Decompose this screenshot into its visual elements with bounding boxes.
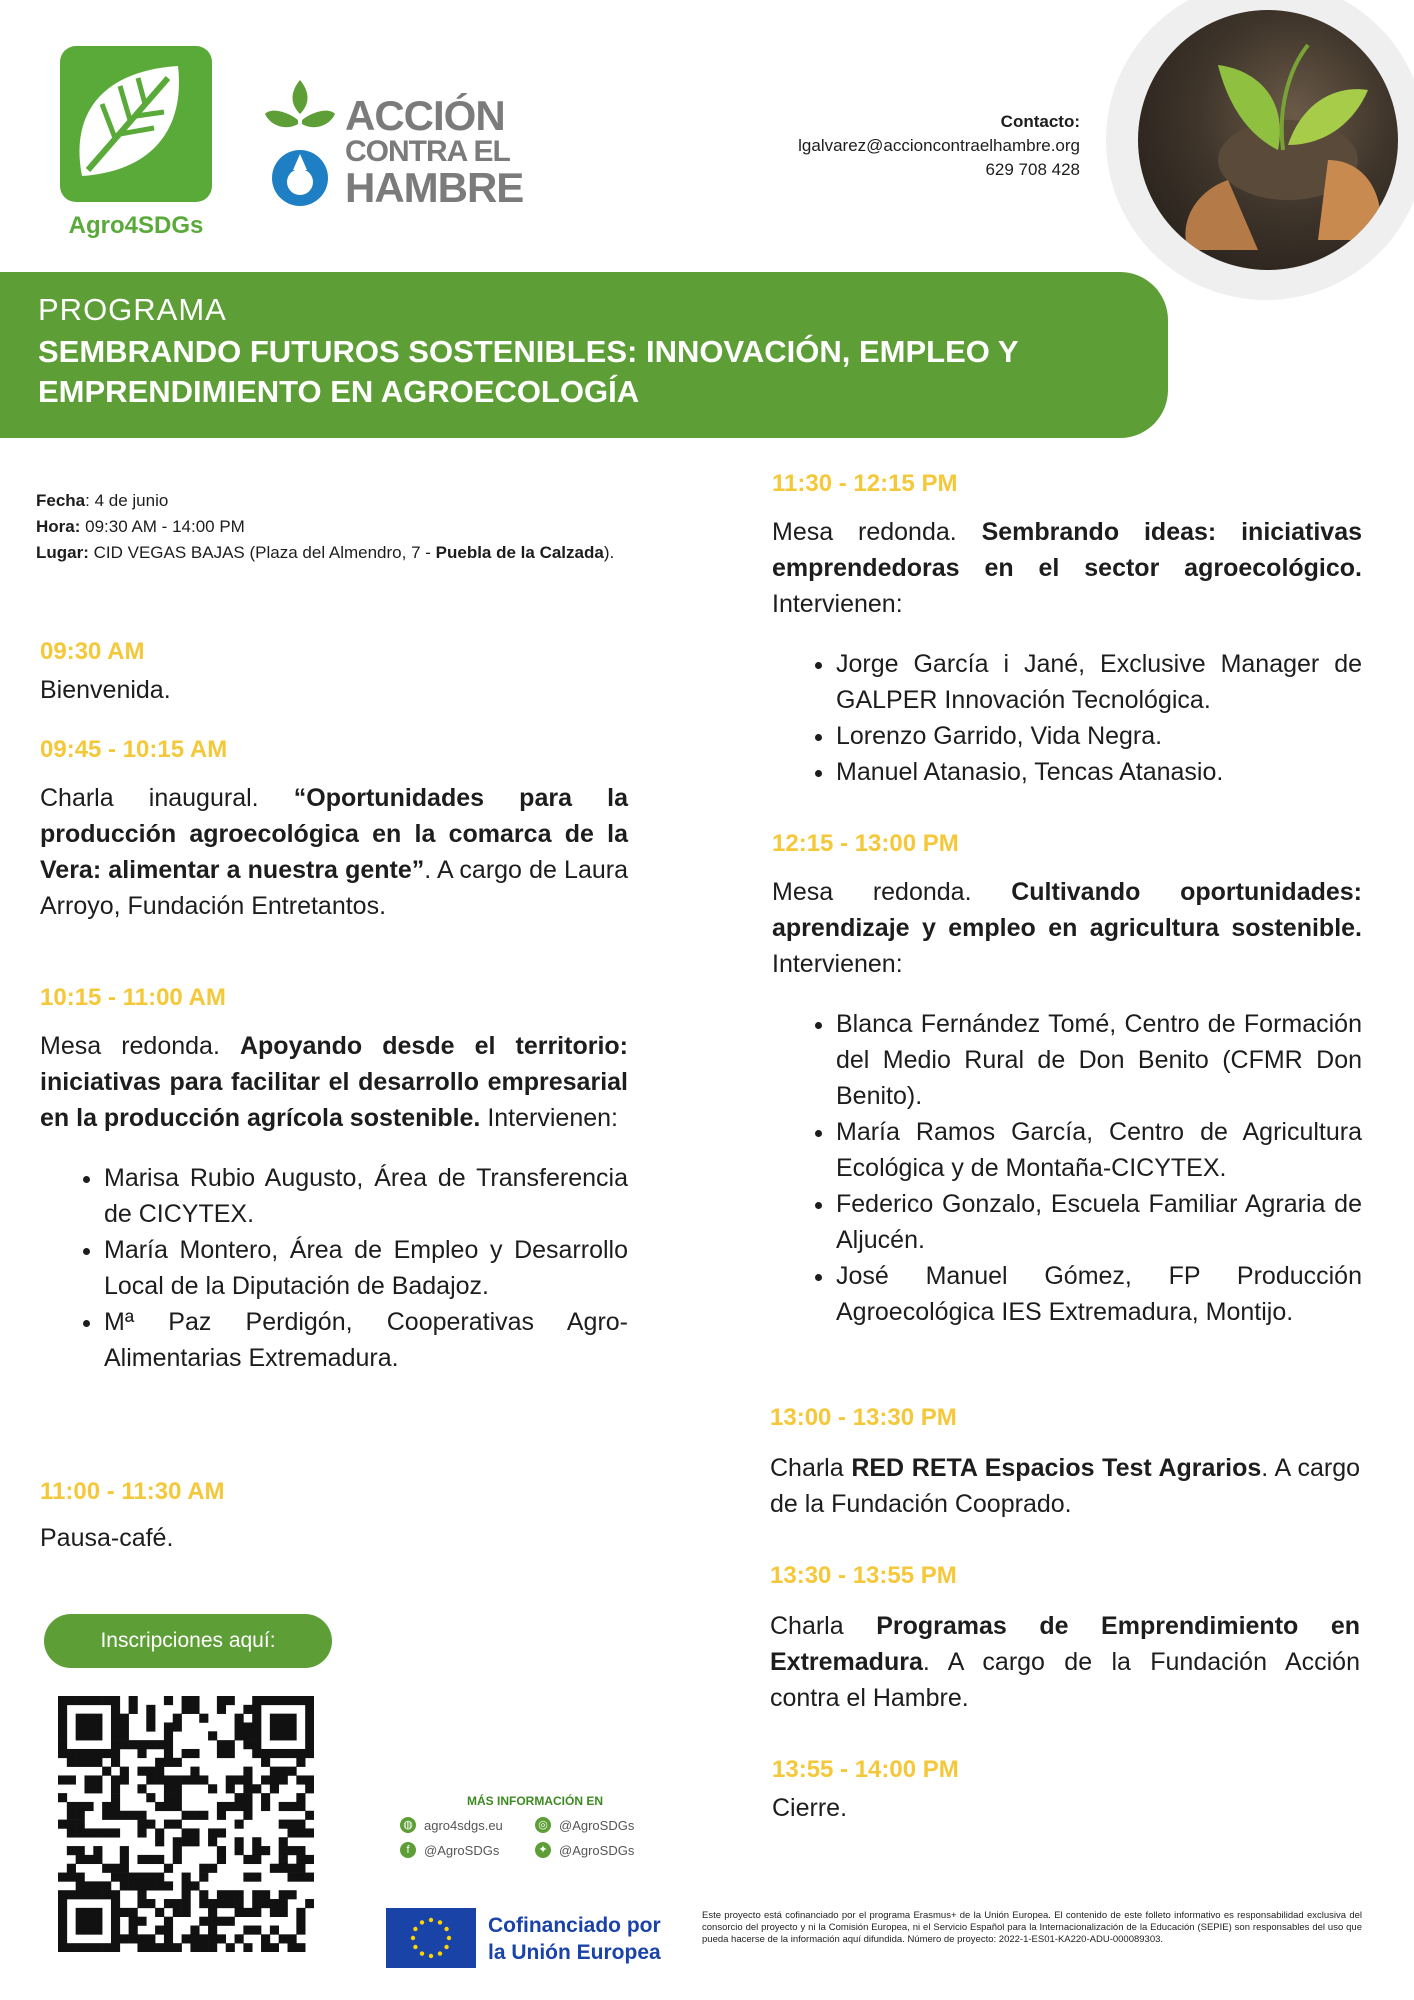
hora-label: Hora:: [36, 517, 81, 536]
speaker-item: • Federico Gonzalo, Escuela Familiar Agraria de Aljucén.: [836, 1186, 1362, 1258]
lugar-town: Puebla de la Calzada: [435, 543, 604, 562]
speaker-item: • Marisa Rubio Augusto, Área de Transferencia de CICYTEX.: [104, 1160, 628, 1232]
facebook-text: @AgroSDGs: [424, 1842, 500, 1858]
twitter-link[interactable]: [535, 1842, 670, 1858]
text-post: Intervienen:: [480, 1104, 618, 1132]
eu-star: [447, 1936, 451, 1940]
text-post: . A cargo de la Fundación Cooprado.: [770, 1454, 1361, 1518]
registration-qr-code[interactable]: [58, 1696, 314, 1952]
eu-flag: [386, 1908, 476, 1968]
registration-button[interactable]: Inscripciones aquí:: [44, 1614, 332, 1668]
contact-block: [798, 110, 1080, 182]
speaker-item: • María Ramos García, Centro de Agricultura Ecológica y de Montaña-CICYTEX.: [836, 1114, 1362, 1186]
speaker-item: • Jorge García i Jané, Exclusive Manager de GALPER Innovación Tecnológica.: [836, 646, 1362, 718]
website-text: agro4sdgs.eu: [424, 1817, 503, 1833]
qr-code-icon: [58, 1696, 314, 1952]
fecha-line: [36, 488, 636, 514]
schedule-text: [772, 874, 1362, 982]
hora-value: 09:30 AM - 14:00 PM: [80, 517, 245, 536]
schedule-text: [770, 1608, 1360, 1716]
text-pre: Mesa redonda.: [772, 878, 1012, 906]
speaker-list: [40, 1160, 628, 1376]
speaker-item: • Blanca Fernández Tomé, Centro de Formación del Medio Rural de Don Benito (CFMR Don Benito).: [836, 1006, 1362, 1114]
text-post: . A cargo de Laura Arroyo, Fundación Entretantos.: [40, 856, 628, 920]
schedule-text: [770, 1450, 1360, 1522]
contact-email[interactable]: lgalvarez@accioncontraelhambre.org: [798, 136, 1080, 155]
eu-star: [444, 1927, 448, 1931]
ach-line-2: CONTRA EL: [345, 135, 510, 168]
speaker-list: [772, 1006, 1362, 1330]
speaker-item: • José Manuel Gómez, FP Producción Agroecológica IES Extremadura, Montijo.: [836, 1258, 1362, 1330]
fecha-value: : 4 de junio: [85, 491, 169, 510]
panel-title: Cultivando oportunidades: aprendizaje y empleo en agricultura sostenible.: [772, 878, 1363, 942]
ach-line-1: ACCIÓN: [345, 92, 505, 139]
schedule-time: 10:15 - 11:00 AM: [40, 984, 226, 1011]
sprout-drop-icon: [260, 70, 340, 210]
eu-star: [429, 1918, 433, 1922]
website-link[interactable]: [400, 1817, 535, 1833]
hora-line: [36, 514, 636, 540]
schedule-item-9: [772, 1756, 1362, 1826]
lugar-value: CID VEGAS BAJAS (Plaza del Almendro, 7 -: [88, 543, 436, 562]
text-pre: Charla: [770, 1612, 877, 1640]
twitter-text: @AgroSDGs: [559, 1842, 635, 1858]
eu-star: [438, 1951, 442, 1955]
schedule-text: [772, 514, 1362, 622]
instagram-link[interactable]: [535, 1817, 670, 1833]
eu-star: [413, 1927, 417, 1931]
eu-star: [420, 1920, 424, 1924]
speaker-item: • María Montero, Área de Empleo y Desarrollo Local de la Diputación de Badajoz.: [104, 1232, 628, 1304]
eu-cofinanced-label: [488, 1912, 661, 1966]
schedule-item-2: [40, 736, 628, 924]
schedule-item-5: [772, 470, 1362, 790]
instagram-text: @AgroSDGs: [559, 1817, 635, 1833]
lugar-line: [36, 540, 636, 566]
contact-label: Contacto:: [1000, 112, 1080, 131]
accion-contra-el-hambre-logo: [260, 70, 340, 210]
speaker-item: • Lorenzo Garrido, Vida Negra.: [836, 718, 1362, 754]
ach-line-3: HAMBRE: [345, 164, 524, 211]
schedule-text: [40, 780, 628, 924]
eu-star: [411, 1936, 415, 1940]
fecha-label: Fecha: [36, 491, 86, 510]
eu-star: [438, 1920, 442, 1924]
program-kicker: PROGRAMA: [38, 292, 227, 327]
schedule-text: Bienvenida.: [40, 676, 171, 704]
talk-title: RED RETA Espacios Test Agrarios: [851, 1454, 1262, 1482]
speaker-item: • Manuel Atanasio, Tencas Atanasio.: [836, 754, 1362, 790]
schedule-item-4: [40, 1478, 628, 1556]
eu-star: [444, 1945, 448, 1949]
schedule-item-6: [772, 830, 1362, 1330]
schedule-text: Cierre.: [772, 1794, 848, 1822]
text-pre: Mesa redonda.: [40, 1032, 240, 1060]
more-info-heading: MÁS INFORMACIÓN EN: [467, 1794, 603, 1808]
text-pre: Charla inaugural.: [40, 784, 294, 812]
schedule-item-7: [770, 1404, 1360, 1522]
text-post: Intervienen:: [772, 950, 903, 978]
event-info: [36, 488, 636, 566]
eu-line-2: la Unión Europea: [488, 1941, 661, 1964]
speaker-item: • Mª Paz Perdigón, Cooperativas Agro-Alimentarias Extremadura.: [104, 1304, 628, 1376]
text-post: . A cargo de la Fundación Acción contra el Hambre.: [770, 1648, 1360, 1712]
text-pre: Charla: [770, 1454, 852, 1482]
agro4sdgs-name: Agro4SDGs: [68, 212, 204, 239]
eu-star: [420, 1951, 424, 1955]
more-info-block: [400, 1794, 670, 1858]
eu-stars-icon: [386, 1908, 476, 1968]
more-info-row: [400, 1817, 670, 1833]
schedule-text: Pausa-café.: [40, 1524, 174, 1552]
schedule-item-1: [40, 638, 628, 708]
text-post: Intervienen:: [772, 590, 903, 618]
hands-with-seedling-photo: [1138, 10, 1398, 270]
speaker-list: [772, 646, 1362, 790]
program-title: SEMBRANDO FUTUROS SOSTENIBLES: INNOVACIÓN, EMPLEO Y EMPRENDIMIENTO EN AGROECOLOGÍA: [38, 334, 1019, 409]
leaf-icon: [60, 46, 212, 202]
schedule-time: 11:30 - 12:15 PM: [772, 470, 958, 497]
facebook-link[interactable]: [400, 1842, 535, 1858]
eu-line-1: Cofinanciado por: [488, 1914, 661, 1937]
program-banner: [0, 272, 1168, 438]
contact-phone: 629 708 428: [985, 160, 1080, 179]
panel-title: Sembrando ideas: iniciativas emprendedoras en el sector agroecológico.: [772, 518, 1362, 582]
talk-title: “Oportunidades para la producción agroecológica en la comarca de la Vera: alimentar a nuestra gente”: [40, 784, 628, 884]
schedule-time: 13:00 - 13:30 PM: [770, 1404, 957, 1431]
funding-disclaimer: Este proyecto está cofinanciado por el programa Erasmus+ de la Unión Europea. El contenido de este folleto informativo es responsabilidad exclusiva del consorcio del proyecto y ni la Comisión Europea, ni el Servicio Español para la Internacionalización de la Educación (SEPIE) son responsables del uso que pueda hacerse de la información aquí difundida. Número de proyecto: 2022-1-ES01-KA220-ADU-000089303.: [702, 1910, 1362, 1945]
more-info-row: [400, 1842, 670, 1858]
talk-title: Programas de Emprendimiento en Extremadura: [770, 1612, 1361, 1676]
schedule-time: 09:45 - 10:15 AM: [40, 736, 228, 763]
schedule-text: [40, 1028, 628, 1136]
eu-star: [429, 1954, 433, 1958]
text-pre: Mesa redonda.: [772, 518, 982, 546]
eu-star: [413, 1945, 417, 1949]
schedule-time: 13:55 - 14:00 PM: [772, 1756, 959, 1783]
schedule-time: 09:30 AM: [40, 638, 145, 665]
lugar-end: ).: [603, 543, 615, 562]
schedule-time: 11:00 - 11:30 AM: [40, 1478, 225, 1505]
seedling-icon: [1138, 10, 1398, 270]
accion-contra-el-hambre-wordmark: [345, 92, 524, 211]
schedule-time: 13:30 - 13:55 PM: [770, 1562, 957, 1589]
agro4sdgs-logo: [60, 46, 212, 202]
schedule-item-8: [770, 1562, 1360, 1716]
twitter-icon: ✦: [535, 1842, 551, 1858]
facebook-icon: f: [400, 1842, 416, 1858]
panel-title: Apoyando desde el territorio: iniciativas para facilitar el desarrollo empresarial en la producción agrícola sostenible.: [40, 1032, 628, 1132]
schedule-time: 12:15 - 13:00 PM: [772, 830, 959, 857]
globe-icon: ◍: [400, 1817, 416, 1833]
instagram-icon: ◎: [535, 1817, 551, 1833]
lugar-label: Lugar:: [36, 543, 89, 562]
schedule-item-3: [40, 984, 628, 1376]
